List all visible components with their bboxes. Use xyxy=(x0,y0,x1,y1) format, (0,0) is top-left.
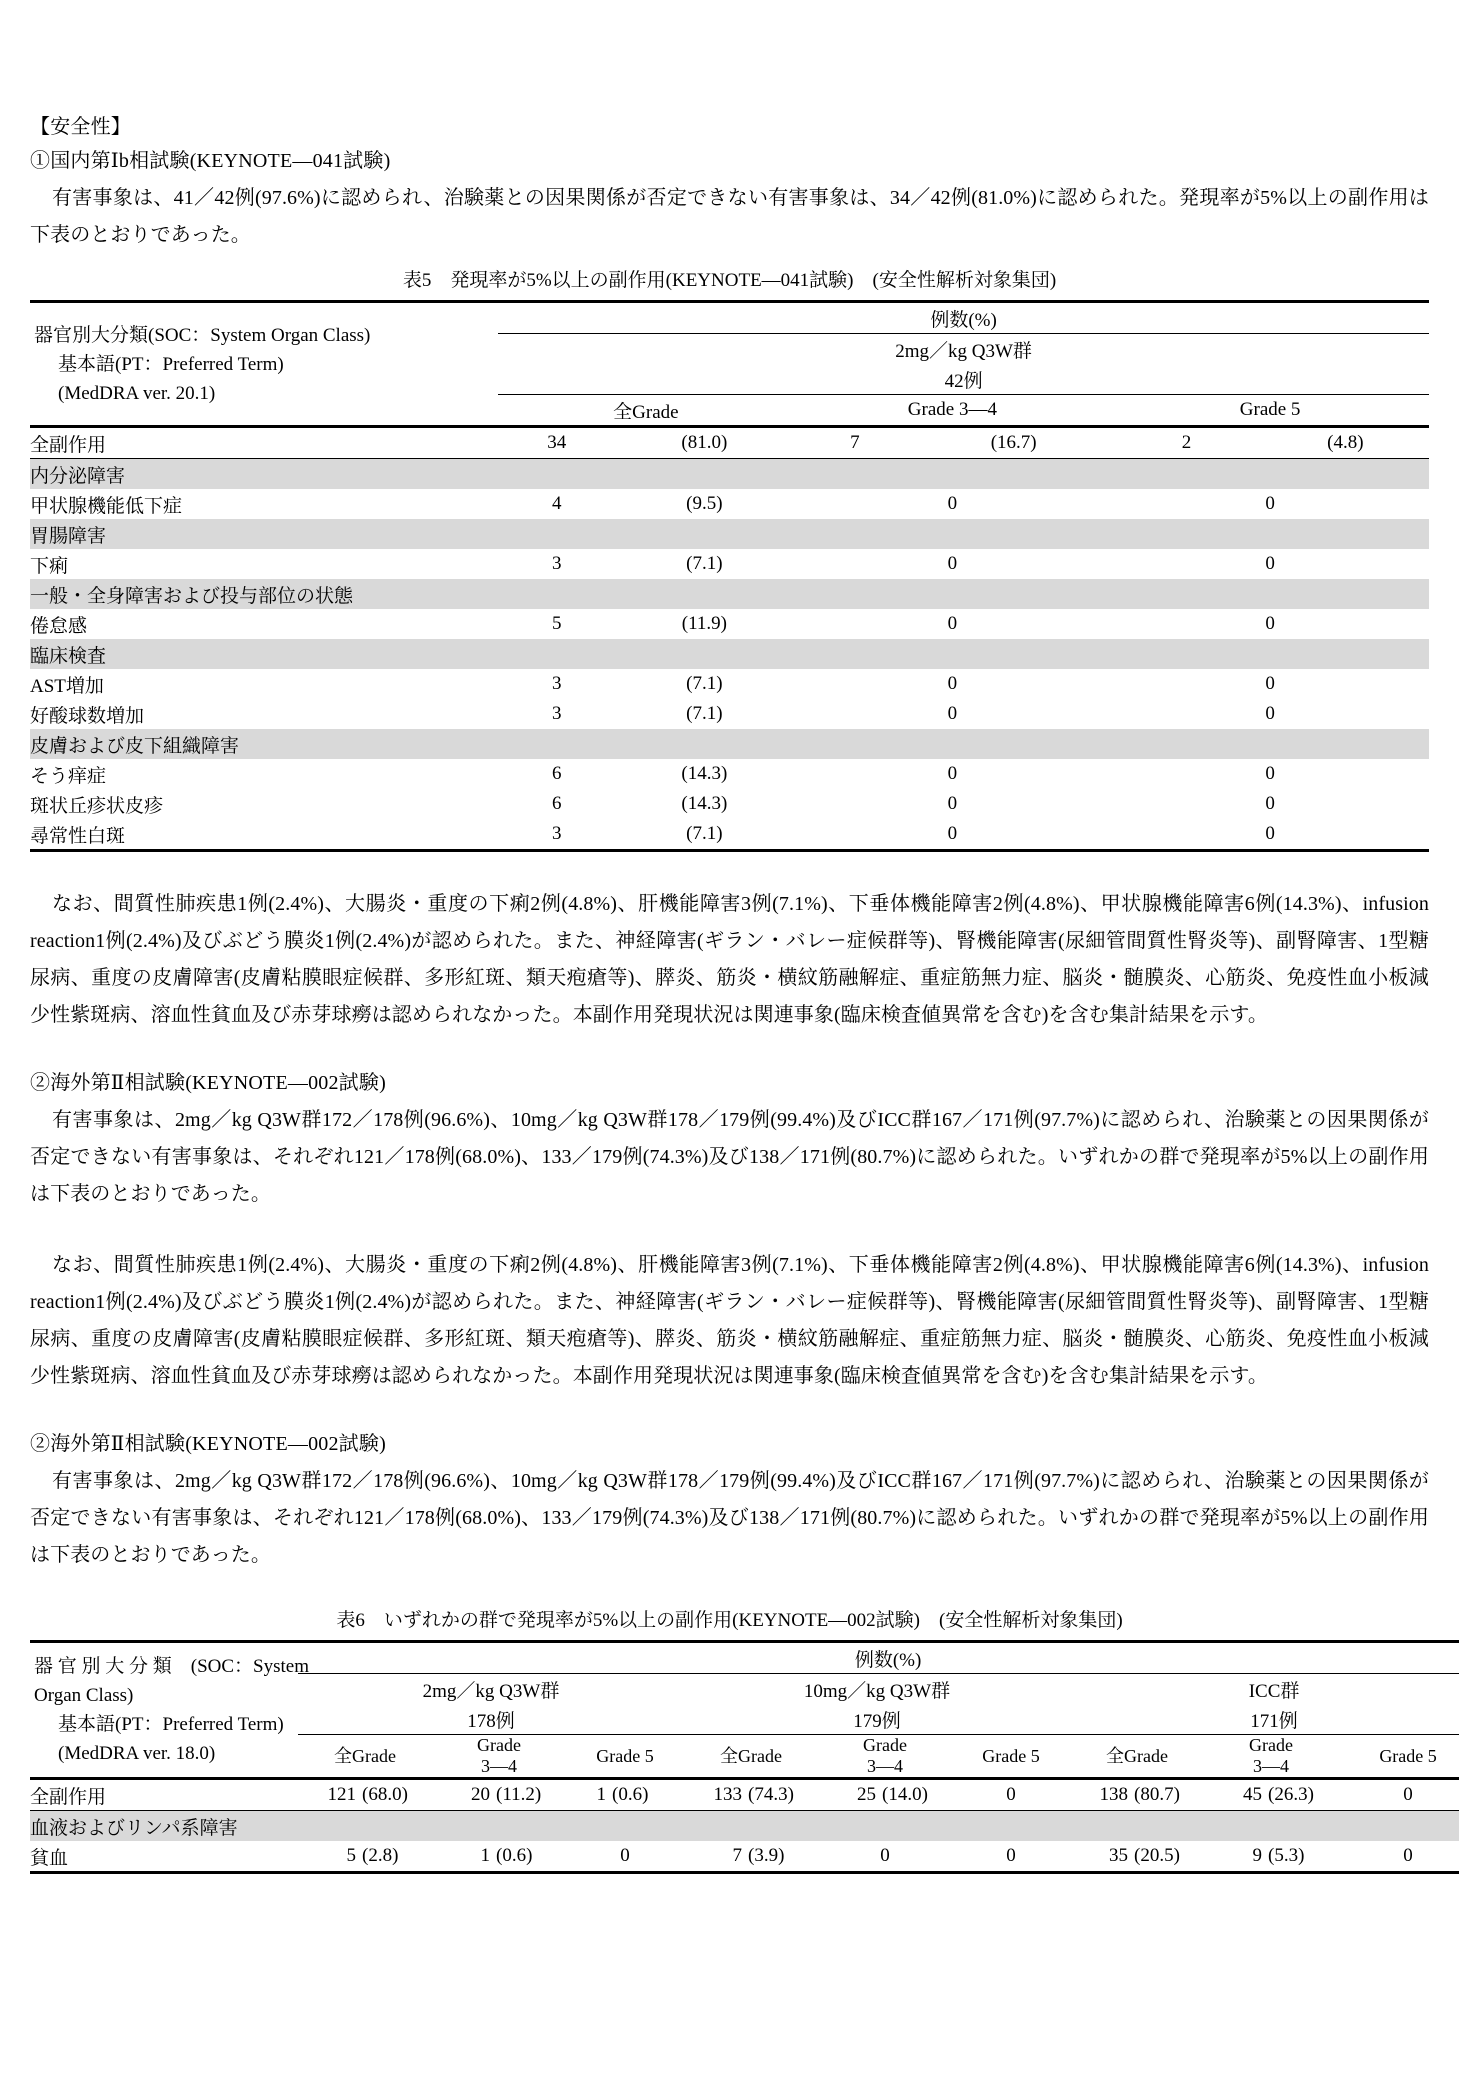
data-cell-percent: (26.3) xyxy=(1268,1784,1314,1805)
spacer xyxy=(30,1213,1429,1247)
soc-label: 胃腸障害 xyxy=(30,519,498,549)
table6-col-g3-34 xyxy=(1204,1735,1338,1779)
data-cell: 3 xyxy=(551,823,562,844)
table5-title: 表5 発現率が5%以上の副作用(KEYNOTE―041試験) (安全性解析対象集団) xyxy=(402,270,1057,291)
table6-stub-line-4: (MedDRA ver. 18.0) xyxy=(58,1743,216,1764)
table5-span-header: 例数(%) xyxy=(498,302,1429,334)
data-cell: (16.7) xyxy=(990,432,1037,453)
data-cell-count: 9 xyxy=(1252,1845,1262,1866)
data-cell-percent: (0.6) xyxy=(496,1845,533,1866)
spacer xyxy=(30,852,1429,886)
pt-label: 尋常性白斑 xyxy=(30,825,126,847)
soc-empty-cells xyxy=(498,459,1429,490)
data-cell: 0 xyxy=(1403,1784,1413,1805)
data-cell: (14.3) xyxy=(681,763,728,784)
table6-stub-line-1: 器 官 別 大 分 類 (SOC：System xyxy=(34,1656,309,1677)
data-cell-count: 7 xyxy=(732,1845,742,1866)
table6-group-3-n: 171例 xyxy=(1070,1704,1459,1735)
table-row xyxy=(30,639,1429,669)
total-label: 全副作用 xyxy=(30,1786,107,1808)
table6-stub xyxy=(30,1642,309,1779)
data-cell: (11.9) xyxy=(681,613,727,634)
table5-stub-line-3: (MedDRA ver. 20.1) xyxy=(58,382,216,404)
pt-label: そう痒症 xyxy=(30,765,107,787)
table-row xyxy=(30,579,1429,609)
data-cell-percent: (74.3) xyxy=(748,1784,794,1805)
subsection-1-heading: ①国内第Ⅰb相試験(KEYNOTE―041試験) xyxy=(30,150,391,172)
table5-stub-line-2: 基本語(PT：Preferred Term) xyxy=(58,353,284,375)
safety-section-heading: 【安全性】 xyxy=(30,116,131,138)
data-cell: (9.5) xyxy=(686,493,723,514)
soc-label: 内分泌障害 xyxy=(30,459,498,490)
table-row xyxy=(30,1779,1459,1811)
data-cell-count: 45 xyxy=(1243,1784,1262,1805)
table-row xyxy=(30,759,1429,789)
table6-title: 表6 いずれかの群で発現率が5%以上の副作用(KEYNOTE―002試験) (安全性解析対象集団) xyxy=(336,1610,1123,1631)
soc-label: 皮膚および皮下組織障害 xyxy=(30,729,498,759)
data-cell: 7 xyxy=(850,432,860,453)
soc-label: 臨床検査 xyxy=(30,639,498,669)
data-cell-count: 20 xyxy=(471,1784,490,1805)
data-cell: 6 xyxy=(551,793,562,814)
grade-word-1: Grade xyxy=(477,1735,521,1755)
grade-range-1: 3―4 xyxy=(481,1756,517,1776)
table-row xyxy=(30,669,1429,699)
spacer xyxy=(30,1034,1429,1068)
data-cell: (7.1) xyxy=(686,703,723,724)
table6-col-g2-34 xyxy=(818,1735,952,1779)
soc-empty-cells xyxy=(498,519,1429,549)
data-cell: 0 xyxy=(1265,703,1275,724)
spacer xyxy=(30,1574,1429,1608)
data-cell: 0 xyxy=(947,553,958,574)
data-cell-count: 25 xyxy=(857,1784,876,1805)
data-cell-percent: (14.0) xyxy=(882,1784,928,1805)
data-cell: (4.8) xyxy=(1327,432,1364,453)
spacer xyxy=(30,254,1429,268)
subsection-3-heading: ②海外第Ⅱ相試験(KEYNOTE―002試験) xyxy=(30,1433,386,1455)
table6-group-3-name: ICC群 xyxy=(1248,1680,1300,1702)
data-cell: 0 xyxy=(947,763,958,784)
note-paragraph-2: なお、間質性肺疾患1例(2.4%)、大腸炎・重度の下痢2例(4.8%)、肝機能障害3例(7.1%)、下垂体機能障害2例(4.8%)、甲状腺機能障害6例(14.3%)、infusion reaction1例(2.4%)及びぶどう膜炎1例(2.4%)が認められた。また、神経障害(ギラン・バレー症候群等)、腎機能障害(尿細管間質性腎炎等)、副腎障害、1型糖尿病、重度の皮膚障害(皮膚粘膜眼症候群、多形紅斑、類天疱瘡等)、膵炎、筋炎・横紋筋融解症、重症筋無力症、脳炎・髄膜炎、心筋炎、免疫性血小板減少性紫斑病、溶血性貧血及び赤芽球癆は認められなかった。本副作用発現状況は関連事象(臨床検査値異常を含む)を含む集計結果を示す。 xyxy=(30,1254,1429,1387)
data-cell: 0 xyxy=(1265,793,1275,814)
data-cell-percent: (11.2) xyxy=(496,1784,542,1805)
data-cell-count: 138 xyxy=(1099,1784,1128,1805)
table6-col-g2-all: 全Grade xyxy=(720,1745,782,1766)
soc-label: 血液およびリンパ系障害 xyxy=(30,1811,298,1842)
data-cell-count: 1 xyxy=(596,1784,606,1805)
data-cell: (14.3) xyxy=(681,793,728,814)
table-row xyxy=(30,819,1429,851)
table5-group-n: 42例 xyxy=(498,364,1429,395)
pt-label: 貧血 xyxy=(30,1847,69,1869)
table-row xyxy=(30,427,1429,459)
table-row xyxy=(30,789,1429,819)
data-cell: 4 xyxy=(551,493,562,514)
data-cell-percent: (2.8) xyxy=(362,1845,399,1866)
table5-stub-line-1: 器官別大分類(SOC：System Organ Class) xyxy=(34,324,371,346)
data-cell: 0 xyxy=(1265,673,1275,694)
data-cell: (7.1) xyxy=(686,673,723,694)
data-cell: 0 xyxy=(1006,1784,1016,1805)
grade-word-3: Grade xyxy=(1249,1735,1293,1755)
grade-word-2: Grade xyxy=(863,1735,907,1755)
subsection-2-paragraph: 有害事象は、2mg／kg Q3W群172／178例(96.6%)、10mg／kg Q3W群178／179例(99.4%)及びICC群167／171例(97.7%)に認められ、治験薬との因果関係が否定できない有害事象は、それぞれ121／178例(68.0%)、133／179例(74.3%)及び138／171例(80.7%)に認められた。いずれかの群で発現率が5%以上の副作用は下表のとおりであった。 xyxy=(30,1109,1429,1205)
table6 xyxy=(30,1640,1459,1874)
note-paragraph-1: なお、間質性肺疾患1例(2.4%)、大腸炎・重度の下痢2例(4.8%)、肝機能障害3例(7.1%)、下垂体機能障害2例(4.8%)、甲状腺機能障害6例(14.3%)、infusion reaction1例(2.4%)及びぶどう膜炎1例(2.4%)が認められた。また、神経障害(ギラン・バレー症候群等)、腎機能障害(尿細管間質性腎炎等)、副腎障害、1型糖尿病、重度の皮膚障害(皮膚粘膜眼症候群、多形紅斑、類天疱瘡等)、膵炎、筋炎・横紋筋融解症、重症筋無力症、脳炎・髄膜炎、心筋炎、免疫性血小板減少性紫斑病、溶血性貧血及び赤芽球癆は認められなかった。本副作用発現状況は関連事象(臨床検査値異常を含む)を含む集計結果を示す。 xyxy=(30,893,1429,1026)
data-cell: 0 xyxy=(620,1845,630,1866)
data-cell-count: 35 xyxy=(1109,1845,1128,1866)
data-cell: 0 xyxy=(947,673,958,694)
soc-empty-cells xyxy=(498,729,1429,759)
table6-col-g1-all: 全Grade xyxy=(334,1745,396,1766)
table-row xyxy=(30,1811,1459,1842)
table5-col-all-grade: 全Grade xyxy=(613,401,679,423)
soc-label: 一般・全身障害および投与部位の状態 xyxy=(30,579,498,609)
table6-body xyxy=(30,1779,1459,1873)
table6-group-2-n: 179例 xyxy=(684,1704,1070,1735)
data-cell: 0 xyxy=(947,793,958,814)
total-label: 全副作用 xyxy=(30,434,107,456)
data-cell: 0 xyxy=(1265,493,1275,514)
data-cell: 0 xyxy=(947,823,958,844)
data-cell: 0 xyxy=(880,1845,890,1866)
pt-label: 倦怠感 xyxy=(30,615,88,637)
table-row xyxy=(30,459,1429,490)
table6-group-1-name: 2mg／kg Q3W群 xyxy=(422,1680,560,1702)
data-cell: 3 xyxy=(551,553,562,574)
data-cell: 34 xyxy=(547,432,567,453)
table-row xyxy=(30,549,1429,579)
data-cell: 0 xyxy=(1265,613,1275,634)
table5-col-grade-3-4: Grade 3―4 xyxy=(907,399,997,420)
data-cell: 0 xyxy=(1265,553,1275,574)
table6-col-g3-5: Grade 5 xyxy=(1379,1745,1437,1766)
table-row xyxy=(30,519,1429,549)
data-cell-percent: (5.3) xyxy=(1268,1845,1305,1866)
table5 xyxy=(30,300,1429,852)
table6-col-g3-all: 全Grade xyxy=(1106,1745,1168,1766)
table-row xyxy=(30,699,1429,729)
table5-col-grade-5: Grade 5 xyxy=(1239,399,1301,420)
table6-group-2-name: 10mg／kg Q3W群 xyxy=(803,1680,951,1702)
data-cell: 5 xyxy=(551,613,562,634)
pt-label: 下痢 xyxy=(30,555,69,577)
pt-label: 斑状丘疹状皮疹 xyxy=(30,795,164,817)
data-cell: 6 xyxy=(551,763,562,784)
table6-span-header: 例数(%) xyxy=(298,1642,1459,1674)
grade-range-2: 3―4 xyxy=(867,1756,903,1776)
data-cell-count: 133 xyxy=(713,1784,742,1805)
table-row xyxy=(30,609,1429,639)
data-cell: (7.1) xyxy=(686,553,723,574)
soc-empty-cells xyxy=(498,639,1429,669)
table5-body xyxy=(30,427,1429,851)
subsection-2-heading: ②海外第Ⅱ相試験(KEYNOTE―002試験) xyxy=(30,1072,386,1094)
spacer xyxy=(30,1395,1429,1429)
grade-range-3: 3―4 xyxy=(1253,1756,1289,1776)
pt-label: AST増加 xyxy=(30,675,104,697)
data-cell: (81.0) xyxy=(681,432,728,453)
table-row xyxy=(30,1841,1459,1873)
table5-header xyxy=(30,302,1429,427)
data-cell-count: 121 xyxy=(327,1784,356,1805)
table6-header xyxy=(30,1642,1459,1779)
data-cell-percent: (20.5) xyxy=(1134,1845,1180,1866)
pt-label: 甲状腺機能低下症 xyxy=(30,495,183,517)
table6-col-g2-5: Grade 5 xyxy=(982,1745,1040,1766)
data-cell: 0 xyxy=(947,703,958,724)
pt-label: 好酸球数増加 xyxy=(30,705,145,727)
data-cell: 2 xyxy=(1181,432,1192,453)
data-cell: 3 xyxy=(551,703,562,724)
table6-col-g1-5: Grade 5 xyxy=(596,1745,654,1766)
data-cell-percent: (3.9) xyxy=(748,1845,785,1866)
data-cell: 0 xyxy=(1265,823,1275,844)
data-cell: 3 xyxy=(551,673,562,694)
table6-group-1-n: 178例 xyxy=(298,1704,684,1735)
subsection-3-paragraph: 有害事象は、2mg／kg Q3W群172／178例(96.6%)、10mg／kg Q3W群178／179例(99.4%)及びICC群167／171例(97.7%)に認められ、治験薬との因果関係が否定できない有害事象は、それぞれ121／178例(68.0%)、133／179例(74.3%)及び138／171例(80.7%)に認められた。いずれかの群で発現率が5%以上の副作用は下表のとおりであった。 xyxy=(30,1470,1429,1566)
data-cell: 0 xyxy=(947,613,958,634)
table6-col-g1-34 xyxy=(432,1735,566,1779)
data-cell-percent: (80.7) xyxy=(1134,1784,1180,1805)
table5-stub xyxy=(30,302,498,427)
table6-stub-line-2: Organ Class) xyxy=(34,1685,134,1706)
data-cell-count: 5 xyxy=(346,1845,356,1866)
data-cell: 0 xyxy=(947,493,958,514)
data-cell: 0 xyxy=(1006,1845,1016,1866)
data-cell: 0 xyxy=(1265,763,1275,784)
table6-stub-line-3: 基本語(PT：Preferred Term) xyxy=(58,1714,284,1735)
data-cell: 0 xyxy=(1403,1845,1413,1866)
table-row xyxy=(30,729,1429,759)
data-cell-percent: (0.6) xyxy=(612,1784,649,1805)
soc-empty-cells xyxy=(298,1811,1459,1842)
data-cell-percent: (68.0) xyxy=(362,1784,408,1805)
table5-group-name: 2mg／kg Q3W群 xyxy=(895,340,1032,362)
data-cell-count: 1 xyxy=(480,1845,490,1866)
data-cell: (7.1) xyxy=(686,823,723,844)
soc-empty-cells xyxy=(498,579,1429,609)
subsection-1-paragraph: 有害事象は、41／42例(97.6%)に認められ、治験薬との因果関係が否定できない有害事象は、34／42例(81.0%)に認められた。発現率が5%以上の副作用は下表のとおりであった。 xyxy=(30,187,1429,246)
table-row xyxy=(30,489,1429,519)
